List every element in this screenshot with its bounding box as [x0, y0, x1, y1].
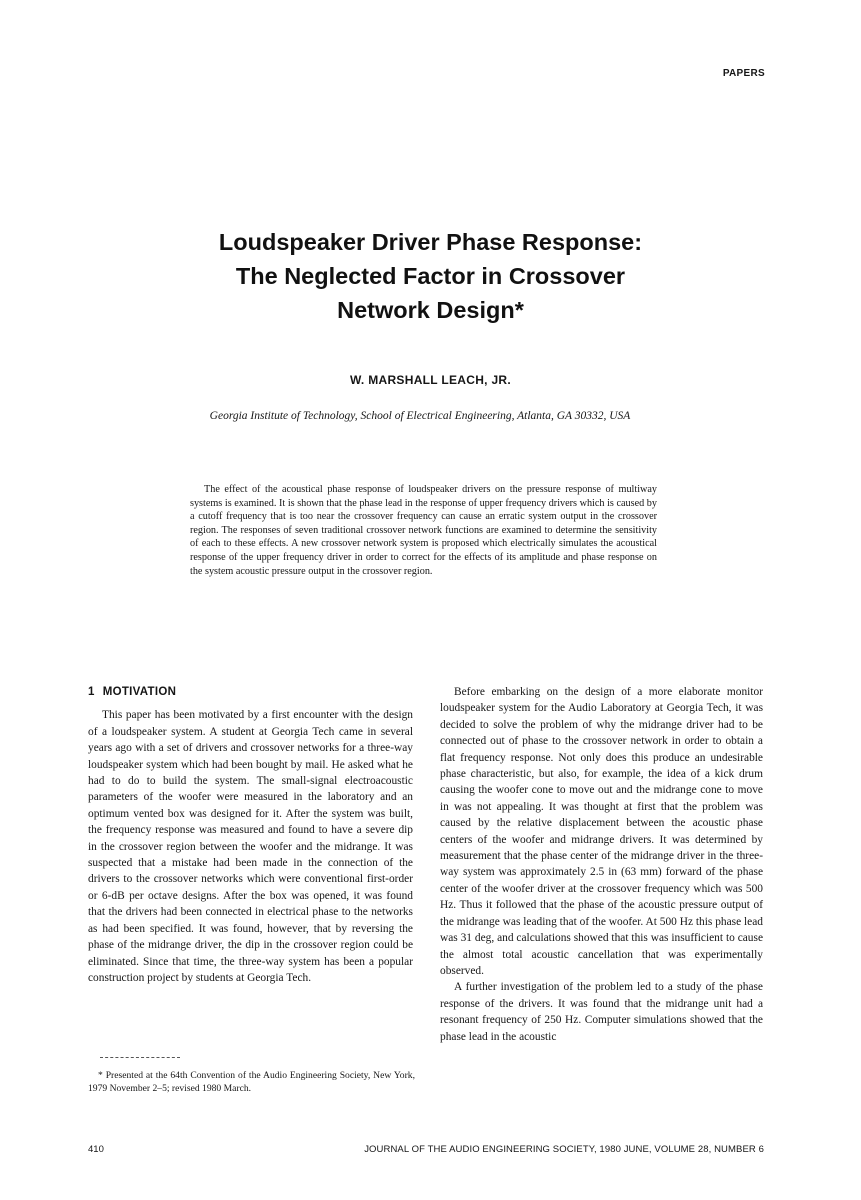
footnote: * Presented at the 64th Convention of the Audio Engineering Society, New York, 1979 November 2–5; revised 1980 March.	[88, 1070, 415, 1094]
body-paragraph: A further investigation of the problem led to a study of the phase response of the drivers. It was found that the midrange unit had a resonant frequency of 250 Hz. Computer simulations showed that the phase lead in the acoustic	[440, 981, 763, 1043]
title-line-1: Loudspeaker Driver Phase Response:	[218, 229, 643, 255]
title-line-2: The Neglected Factor in Crossover	[235, 263, 626, 289]
section-title: MOTIVATION	[102, 686, 177, 698]
title-line-3: Network Design*	[337, 297, 524, 323]
journal-footer: JOURNAL OF THE AUDIO ENGINEERING SOCIETY, 1980 JUNE, VOLUME 28, NUMBER 6	[364, 1144, 764, 1155]
author-affiliation: Georgia Institute of Technology, School of Electrical Engineering, Atlanta, GA 30332, USA	[209, 410, 631, 422]
section-number: 1	[88, 686, 95, 698]
author-name: W. MARSHALL LEACH, JR.	[349, 373, 512, 387]
footnote-divider	[100, 1057, 180, 1059]
abstract: The effect of the acoustical phase response of loudspeaker drivers on the pressure response of multiway systems is examined. It is shown that the phase lead in the response of upper frequency drivers which is caused by a cutoff frequency that is too near the crossover frequency can cause an erratic system output in the crossover region. The responses of seven traditional crossover network functions are examined to determine the sensitivity of each to these effects. A new crossover network system is proposed which electrically simulates the acoustical response of the upper frequency driver in order to correct for the effects of its amplitude and phase response on the system acoustic pressure output in the crossover region.	[190, 484, 657, 577]
page-number: 410	[88, 1144, 104, 1155]
section-heading	[88, 684, 413, 700]
body-paragraph: Before embarking on the design of a more elaborate monitor loudspeaker system for the Audio Laboratory at Georgia Tech, it was decided to solve the problem of why the midrange driver had to be connected out of phase to the crossover network in order to obtain a flat frequency response. Not only does this produce an undesirable phase characteristic, but also, for example, the idea of a kick drum causing the woofer cone to move out and the midrange cone to move in was not appealing. It was thought at first that the problem was caused by the relative displacement between the acoustic phase centers of the woofer and midrange drivers. It was determined by measurement that the phase center of the midrange driver in the three-way system was approximately 2.5 in (63 mm) forward of the phase center of the woofer driver at the crossover frequency which was 500 Hz. Thus it followed that the phase of the acoustic pressure output of the midrange was leading that of the woofer. At 500 Hz this phase lead was 31 deg, and calculations showed that this was insufficient to cause the almost total acoustic cancellation that was experimentally observed.	[440, 686, 763, 977]
body-paragraph: This paper has been motivated by a first encounter with the design of a loudspeaker system. A student at Georgia Tech came in several years ago with a set of drivers and crossover networks for a three-way loudspeaker system which had been bought by mail. He asked what he had to do to build the system. The small-signal electroacoustic parameters of the woofer were measured in the laboratory and an optimum vented box was designed for it. After the system was built, the frequency response was measured and found to have a severe dip in the crossover region between the woofer and the midrange. It was suspected that a mistake had been made in the connection of the drivers to the crossover networks which were conventional first-order or 6-dB per octave designs. After the box was opened, it was found that the drivers had been connected in electrical phase to the networks as had been specified. It was found, however, that by reversing the phase of the midrange driver, the dip in the crossover region could be eliminated. Since that time, the three-way system has been a popular construction project by students at Georgia Tech.	[88, 709, 413, 984]
right-column	[440, 684, 763, 1045]
running-head: PAPERS	[722, 68, 765, 79]
paper-title	[0, 225, 861, 327]
left-column	[88, 684, 413, 986]
